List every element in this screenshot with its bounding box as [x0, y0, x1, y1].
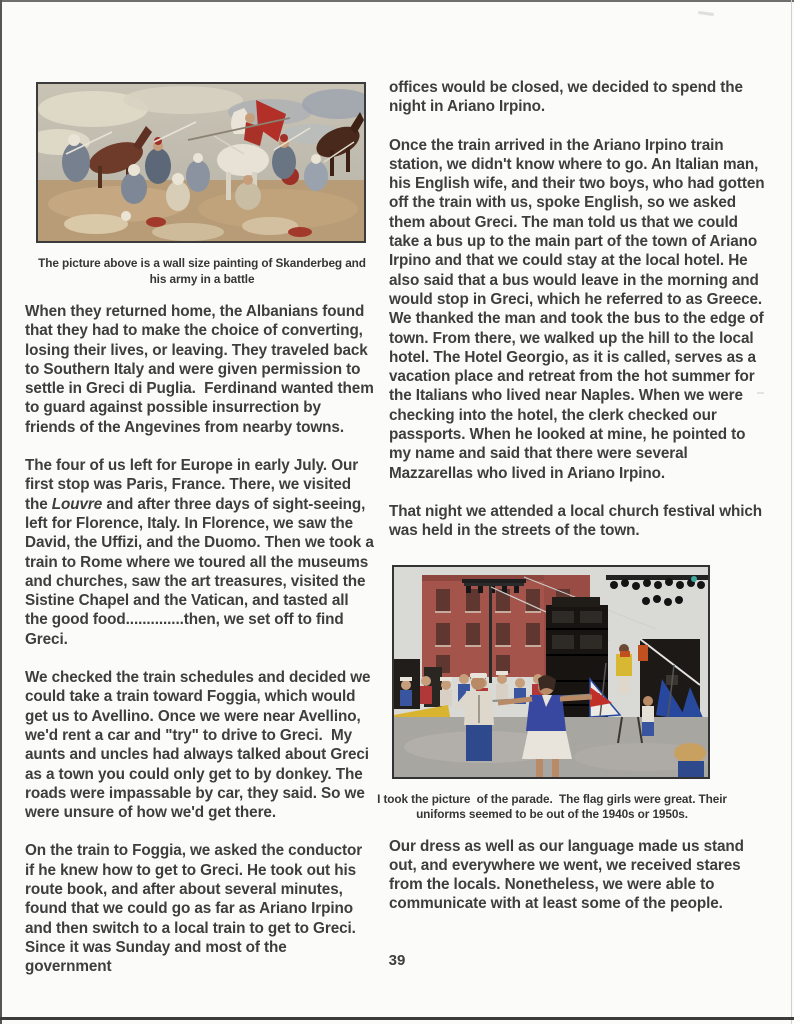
right-column-text-bottom	[389, 837, 769, 914]
left-column-text	[25, 302, 378, 977]
paragraph: The four of us left for Europe in early July. Our first stop was Paris, France. There, we visited the Louvre and after three days of sight-seeing, left for Florence, Italy. In Florence, we saw the David, the Uffizi, and the Duomo. Then we took a train to Rome where we toured all the museums and churches, saw the art treasures, visited the Sistine Chapel and the Vatican, and tasted all the good food..............then, we set off to find Greci.	[25, 457, 378, 648]
paragraph: We checked the train schedules and decided we could take a train toward Foggia, which would get us to Avellino. Once we were near Avellino, we'd rent a car and "try" to drive to Greci. My aunts and uncles had always talked about Greci as a town you could only get to by donkey. The roads were impassable by car, they said. So we were unsure of how we'd get there.	[25, 669, 375, 822]
right-column-text-top	[389, 78, 769, 541]
skanderbeg-painting-figure	[36, 82, 368, 287]
left-column	[25, 80, 378, 977]
painting-caption: The picture above is a wall size painting of Skanderbeg and his army in a battle	[38, 256, 370, 286]
parade-photo-figure	[377, 565, 731, 823]
scan-edge-top	[0, 0, 794, 2]
paragraph: On the train to Foggia, we asked the conductor if he knew how to get to Greci. He took out his route book, and after about several minutes, found that we could go as far as Ariano Irpino and then switch to a local train to get to Greci. Since it was Sunday and most of the government	[25, 842, 367, 976]
paragraph: offices would be closed, we decided to spend the night in Ariano Irpino.	[389, 79, 748, 116]
skanderbeg-painting-image	[36, 82, 366, 243]
paragraph: Our dress as well as our language made us stand out, and everywhere we went, we received stares from the locals. Nonetheless, we were able to communicate with at least some of the people.	[389, 837, 749, 913]
scan-speck	[698, 11, 714, 16]
page-number: 39	[388, 952, 406, 969]
parade-caption: I took the picture of the parade. The flag girls were great. Their uniforms seemed to be out of the 1940s or 1950s.	[377, 791, 731, 822]
parade-photo-image	[392, 565, 710, 779]
paragraph: When they returned home, the Albanians found that they had to make the choice of converting, losing their lives, or leaving. They traveled back to Southern Italy and were given permission to settle in Greci di Puglia. Ferdinand wanted them to guard against possible insurrection by friends of the Angevines from nearby towns.	[25, 303, 378, 436]
paragraph: Once the train arrived in the Ariano Irpino train station, we didn't know where to go. An Italian man, his English wife, and their two boys, who had gotten off the train with us, spoke English, so we asked them about Greci. The man told us that we could take a bus up to the main part of the town of Ariano Irpino and that we could stay at the local hotel. He also said that a bus would leave in the morning and would stop in Greci, which he referred to as Greece. We thanked the man and took the bus to the edge of town. From there, we walked up the hill to the local hotel. The Hotel Georgio, as it is called, serves as a vacation place and retreat from the hot summer for the Italians who lived near Naples. When we were checking into the hotel, the clerk checked our passports. When he looked at mine, he pointed to my name and said that there were several Mazzarellas who lived in Ariano Irpino.	[389, 136, 769, 482]
right-column	[377, 78, 769, 914]
scan-edge-right	[791, 0, 792, 1024]
paragraph: That night we attended a local church festival which was held in the streets of the town.	[389, 502, 767, 540]
scan-edge-left	[0, 0, 2, 1024]
scan-edge-bottom	[0, 1017, 794, 1020]
